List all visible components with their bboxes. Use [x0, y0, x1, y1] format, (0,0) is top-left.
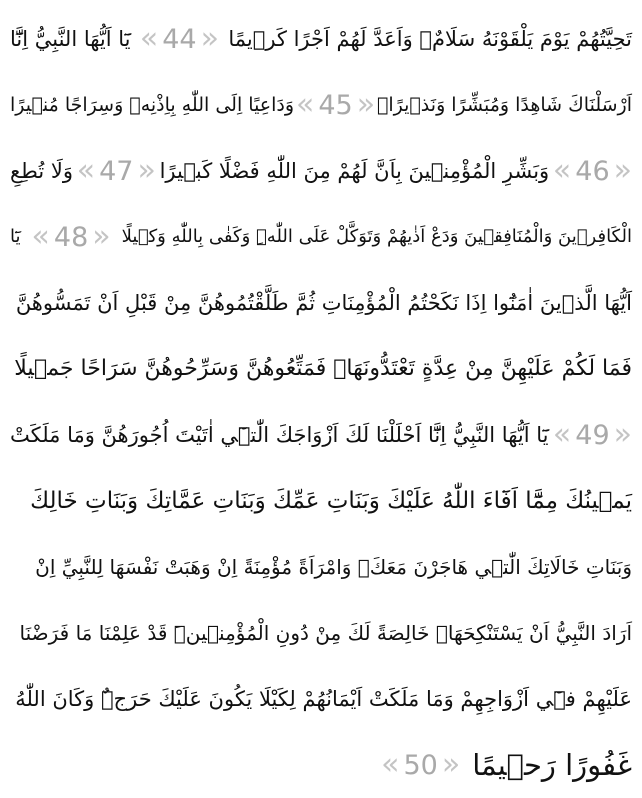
marker-bracket-left: «	[381, 747, 400, 782]
marker-bracket-left: «	[139, 21, 159, 56]
verse-text: وَبَنَاتِ خَالَاتِكَ الّٰت۪ي هَاجَرْنَ مَعَكَۘ وَامْرَاَةً مُؤْمِنَةً اِنْ وَهَبَتْ نَفْسَهَا لِلنَّبِيِّ اِنْ	[35, 555, 632, 579]
verse-text: يَم۪ينُكَ مِمَّٓا اَفَٓاءَ اللّٰهُ عَلَيْكَ وَبَنَاتِ عَمِّكَ وَبَنَاتِ عَمَّاتِكَ وَبَنَاتِ خَالِكَ	[30, 488, 632, 514]
marker-bracket-right: »	[137, 153, 156, 188]
verse-text: يَٓا	[10, 226, 21, 247]
marker-bracket-right: »	[613, 153, 632, 188]
verse-text: الْكَافِر۪ينَ وَالْمُنَافِق۪ينَ وَدَعْ اَذٰيهُمْ وَتَوَكَّلْ عَلَى اللّٰهِۜ وَكَفٰى بِاللّٰهِ وَك۪يلًا	[121, 226, 632, 247]
verse-line	[10, 402, 632, 468]
verse-text: عَلَيْهِمْ ف۪ٓي اَزْوَاجِهِمْ وَمَا مَلَكَتْ اَيْمَانُهُمْ لِكَيْلَا يَكُونَ عَلَيْكَ حَرَجٌۜ وَكَانَ اللّٰهُ	[15, 687, 632, 711]
verse-text: اَيُّهَا الَّذ۪ينَ اٰمَنُٓوا اِذَا نَكَحْتُمُ الْمُؤْمِنَاتِ ثُمَّ طَلَّقْتُمُوهُنَّ مِنْ قَبْلِ اَنْ تَمَسُّوهُنَّ	[15, 291, 632, 315]
verse-number-marker	[76, 153, 156, 188]
verse-number: 47	[99, 155, 134, 187]
verse-number: 50	[403, 749, 438, 781]
verse-number: 49	[575, 419, 610, 451]
verse-line	[10, 204, 632, 270]
verse-text: غَفُورًا رَح۪يمًا	[472, 748, 632, 782]
marker-bracket-right: »	[441, 747, 461, 782]
marker-bracket-right: »	[200, 21, 219, 56]
verse-line	[10, 336, 632, 402]
verse-number: 46	[575, 155, 610, 187]
verse-text: وَلَا تُطِعِ	[10, 159, 74, 183]
verse-line	[10, 72, 632, 138]
verse-number: 48	[53, 221, 89, 253]
verse-text: وَبَشِّرِ الْمُؤْمِن۪ينَ بِاَنَّ لَهُمْ مِنَ اللّٰهِ فَضْلًا كَب۪يرًا	[159, 159, 550, 183]
verse-line	[10, 270, 632, 336]
verse-text: فَمَا لَكُمْ عَلَيْهِنَّ مِنْ عِدَّةٍ تَعْتَدُّونَهَاۚ فَمَتِّعُوهُنَّ وَسَرِّحُوهُنَّ سَرَاحًا جَم۪يلًا	[14, 356, 632, 381]
verse-text: اَرْسَلْنَاكَ شَاهِدًا وَمُبَشِّرًا وَنَذ۪يرًاۙ	[376, 94, 632, 116]
verse-text: يَٓا اَيُّهَا النَّبِيُّ اِنَّٓا اَحْلَلْنَا لَكَ اَزْوَاجَكَ الّٰت۪ٓي اٰتَيْتَ اُجُورَهُنَّ وَمَا مَلَكَتْ	[10, 423, 549, 447]
verse-number-marker	[139, 21, 219, 56]
marker-bracket-left: «	[31, 219, 50, 254]
marker-bracket-left: «	[552, 417, 572, 452]
verse-number-marker	[552, 417, 632, 452]
marker-bracket-left: «	[295, 87, 315, 122]
verse-line	[10, 732, 632, 798]
verse-line	[10, 138, 632, 204]
verse-line	[10, 6, 632, 72]
verse-line	[10, 534, 632, 600]
marker-bracket-left: «	[552, 153, 572, 188]
verse-text: يَٓا اَيُّهَا النَّبِيُّ اِنَّٓا	[10, 27, 131, 51]
verse-number: 44	[162, 23, 197, 55]
verse-line	[10, 600, 632, 666]
verse-text: اَرَادَ النَّبِيُّ اَنْ يَسْتَنْكِحَهَاۗ خَالِصَةً لَكَ مِنْ دُونِ الْمُؤْمِن۪ينَۜ قَدْ عَلِمْنَا مَا فَرَضْنَا	[19, 621, 632, 645]
verse-line	[10, 666, 632, 732]
verse-text: وَدَاعِيًا اِلَى اللّٰهِ بِاِذْنِه۪ وَسِرَاجًا مُن۪يرًا	[10, 94, 295, 116]
verse-number: 45	[318, 89, 353, 121]
verse-number-marker	[552, 153, 632, 188]
verse-line	[10, 468, 632, 534]
verse-number-marker	[295, 87, 376, 122]
marker-bracket-right: »	[356, 87, 376, 122]
verse-text: تَحِيَّتُهُمْ يَوْمَ يَلْقَوْنَهُ سَلَامٌۚ وَاَعَدَّ لَهُمْ اَجْرًا كَر۪يمًا	[228, 27, 632, 51]
marker-bracket-right: »	[613, 417, 632, 452]
marker-bracket-right: »	[92, 219, 111, 254]
verse-number-marker	[31, 219, 111, 254]
marker-bracket-left: «	[76, 153, 96, 188]
verse-number-marker	[381, 747, 461, 782]
